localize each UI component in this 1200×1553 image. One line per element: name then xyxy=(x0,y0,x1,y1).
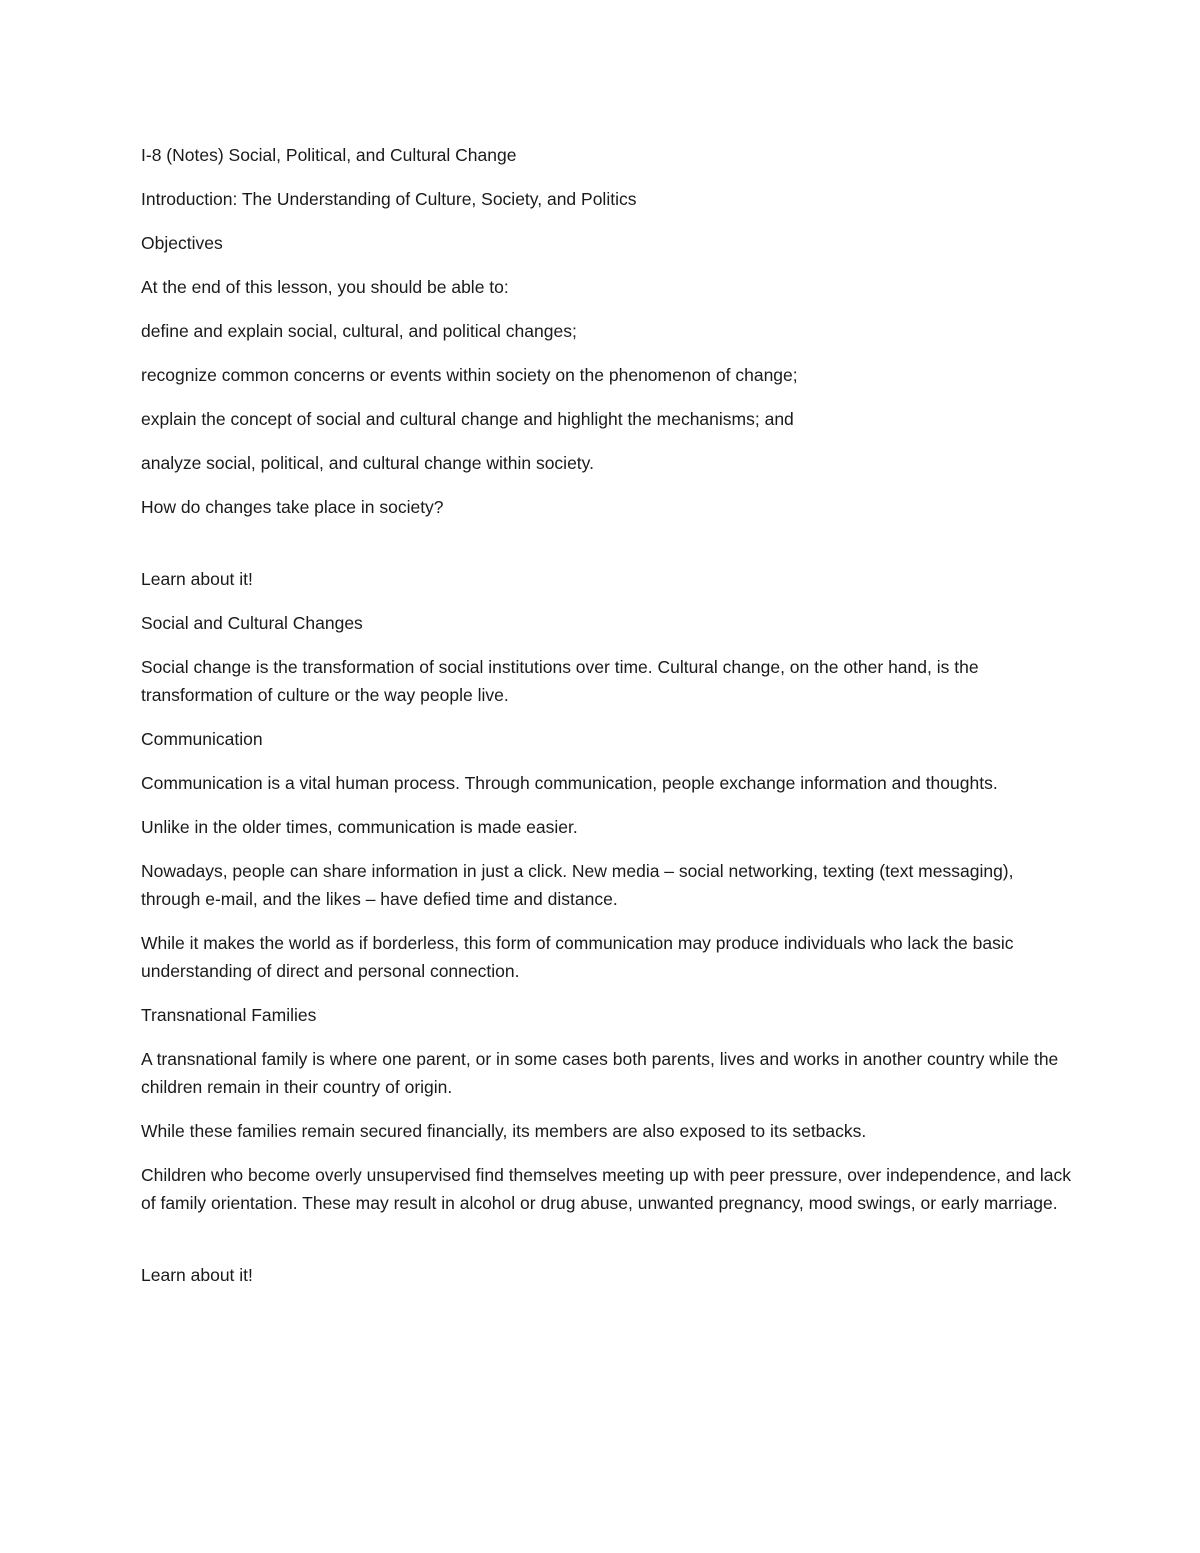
transnational-paragraph: A transnational family is where one parent, or in some cases both parents, lives and works in another country while the children remain in their country of origin. xyxy=(141,1049,1059,1097)
social-cultural-paragraph: Social change is the transformation of social institutions over time. Cultural change, on the other hand, is the transformation of culture or the way people live. xyxy=(141,657,979,705)
communication-heading: Communication xyxy=(141,729,263,749)
communication-paragraph: Nowadays, people can share information in just a click. New media – social networking, texting (text messaging), through e-mail, and the likes – have defied time and distance. xyxy=(141,861,1014,909)
guide-question: How do changes take place in society? xyxy=(141,497,444,517)
communication-paragraph: Communication is a vital human process. Through communication, people exchange information and thoughts. xyxy=(141,773,998,793)
social-cultural-heading: Social and Cultural Changes xyxy=(141,613,363,633)
transnational-paragraph: Children who become overly unsupervised find themselves meeting up with peer pressure, over independence, and lack of family orientation. These may result in alcohol or drug abuse, unwanted pregnancy, mood swings, or early marriage. xyxy=(141,1165,1071,1213)
learn-about-it-heading: Learn about it! xyxy=(141,569,253,589)
objective-item: define and explain social, cultural, and political changes; xyxy=(141,321,577,341)
communication-paragraph: While it makes the world as if borderless, this form of communication may produce individuals who lack the basic understanding of direct and personal connection. xyxy=(141,933,1014,981)
document-body xyxy=(141,141,1076,1305)
objective-item: recognize common concerns or events within society on the phenomenon of change; xyxy=(141,365,798,385)
objectives-heading: Objectives xyxy=(141,233,223,253)
objective-item: analyze social, political, and cultural change within society. xyxy=(141,453,594,473)
objectives-intro: At the end of this lesson, you should be able to: xyxy=(141,277,509,297)
learn-about-it-heading: Learn about it! xyxy=(141,1265,253,1285)
transnational-paragraph: While these families remain secured financially, its members are also exposed to its setbacks. xyxy=(141,1121,867,1141)
transnational-heading: Transnational Families xyxy=(141,1005,317,1025)
introduction-line: Introduction: The Understanding of Culture, Society, and Politics xyxy=(141,189,637,209)
communication-paragraph: Unlike in the older times, communication is made easier. xyxy=(141,817,578,837)
objective-item: explain the concept of social and cultural change and highlight the mechanisms; and xyxy=(141,409,794,429)
document-title: I-8 (Notes) Social, Political, and Cultural Change xyxy=(141,145,517,165)
